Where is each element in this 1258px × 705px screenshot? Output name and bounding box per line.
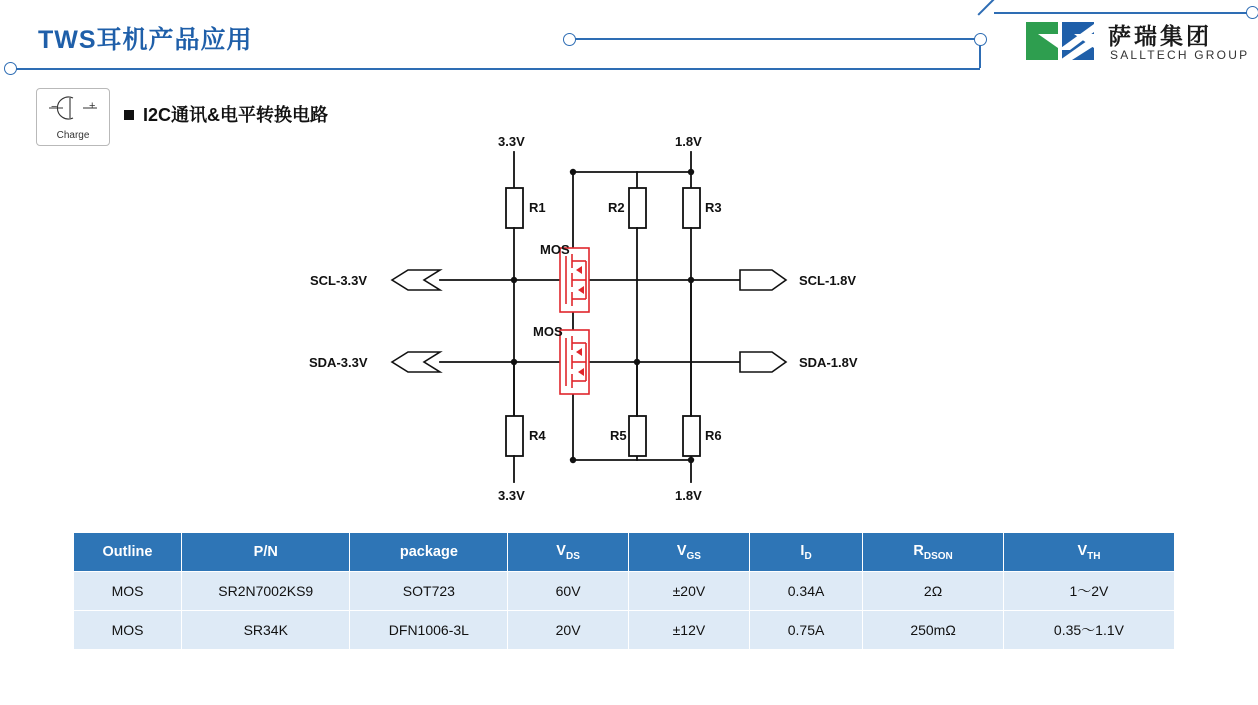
cell-vgs: ±20V <box>628 572 749 611</box>
page-title: TWS耳机产品应用 <box>38 26 253 54</box>
label-rail-top-right: 1.8V <box>675 134 702 149</box>
schematic-diagram <box>0 130 1258 520</box>
svg-text:−: − <box>51 101 58 113</box>
logo-mark-icon <box>1024 20 1096 62</box>
cell-vth: 0.35～1.1V <box>1003 611 1174 650</box>
schematic-svg <box>0 130 1258 520</box>
header-decor-dot-right <box>974 33 987 46</box>
cell-rdson: 250mΩ <box>863 611 1004 650</box>
cell-pn: SR34K <box>182 611 350 650</box>
section-heading <box>124 101 328 127</box>
table-header-vds: $V_{DS}$ <box>508 533 629 572</box>
table-header-row <box>74 533 1175 572</box>
cell-vds: 20V <box>508 611 629 650</box>
cell-id: 0.75A <box>749 611 862 650</box>
label-resistor-r6: R6 <box>705 428 722 443</box>
label-resistor-r5: R5 <box>610 428 627 443</box>
label-mos-sda: MOS <box>533 324 563 339</box>
cell-outline: MOS <box>74 572 182 611</box>
cell-outline: MOS <box>74 611 182 650</box>
page-header <box>0 0 1258 80</box>
mosfet-scl-symbol <box>560 248 589 312</box>
cell-package: DFN1006-3L <box>350 611 508 650</box>
svg-text:+: + <box>89 100 96 112</box>
cell-id: 0.34A <box>749 572 862 611</box>
label-rail-top-left: 3.3V <box>498 134 525 149</box>
cell-package: SOT723 <box>350 572 508 611</box>
cell-rdson: 2Ω <box>863 572 1004 611</box>
header-decor-line-bottom <box>10 68 980 70</box>
label-port-sda-out: SDA-1.8V <box>799 355 858 370</box>
company-logo <box>1024 18 1250 66</box>
header-decor-dot-left <box>4 62 17 75</box>
table-header-pn: P/N <box>182 533 350 572</box>
spec-table <box>73 532 1175 650</box>
header-decor-line-right2 <box>994 12 1252 14</box>
label-port-scl-out: SCL-1.8V <box>799 273 857 288</box>
label-port-sda-in: SDA-3.3V <box>309 355 368 370</box>
table-header-outline: Outline <box>74 533 182 572</box>
mosfet-sda-symbol <box>560 330 589 394</box>
table-header-id: $I_D$ <box>749 533 862 572</box>
battery-charge-icon <box>37 93 109 123</box>
header-decor-line-top <box>568 38 980 40</box>
label-resistor-r3: R3 <box>705 200 722 215</box>
label-rail-bottom-right: 1.8V <box>675 488 702 503</box>
bullet-square-icon <box>124 110 134 120</box>
header-decor-line-right <box>977 0 994 15</box>
header-decor-dot-mid <box>563 33 576 46</box>
table-header-package: package <box>350 533 508 572</box>
section-heading-text: I2C通讯&电平转换电路 <box>143 105 329 125</box>
table-header-vth: $V_{TH}$ <box>1003 533 1174 572</box>
label-resistor-r4: R4 <box>529 428 546 443</box>
cell-vds: 60V <box>508 572 629 611</box>
label-resistor-r2: R2 <box>608 200 625 215</box>
logo-text-en: SALLTECH GROUP <box>1110 48 1250 62</box>
charge-badge-caption: Charge <box>56 130 90 141</box>
label-port-scl-in: SCL-3.3V <box>310 273 368 288</box>
label-resistor-r1: R1 <box>529 200 546 215</box>
cell-vth: 1～2V <box>1003 572 1174 611</box>
table-header-rdson: $R_{DSON}$ <box>863 533 1004 572</box>
logo-text-cn: 萨瑞集团 <box>1108 23 1212 49</box>
table-row <box>74 611 1175 650</box>
header-decor-dot-far-right <box>1246 6 1258 19</box>
cell-vgs: ±12V <box>628 611 749 650</box>
cell-pn: SR2N7002KS9 <box>182 572 350 611</box>
label-rail-bottom-left: 3.3V <box>498 488 525 503</box>
table-header-vgs: $V_{GS}$ <box>628 533 749 572</box>
table-row <box>74 572 1175 611</box>
label-mos-scl: MOS <box>540 242 570 257</box>
